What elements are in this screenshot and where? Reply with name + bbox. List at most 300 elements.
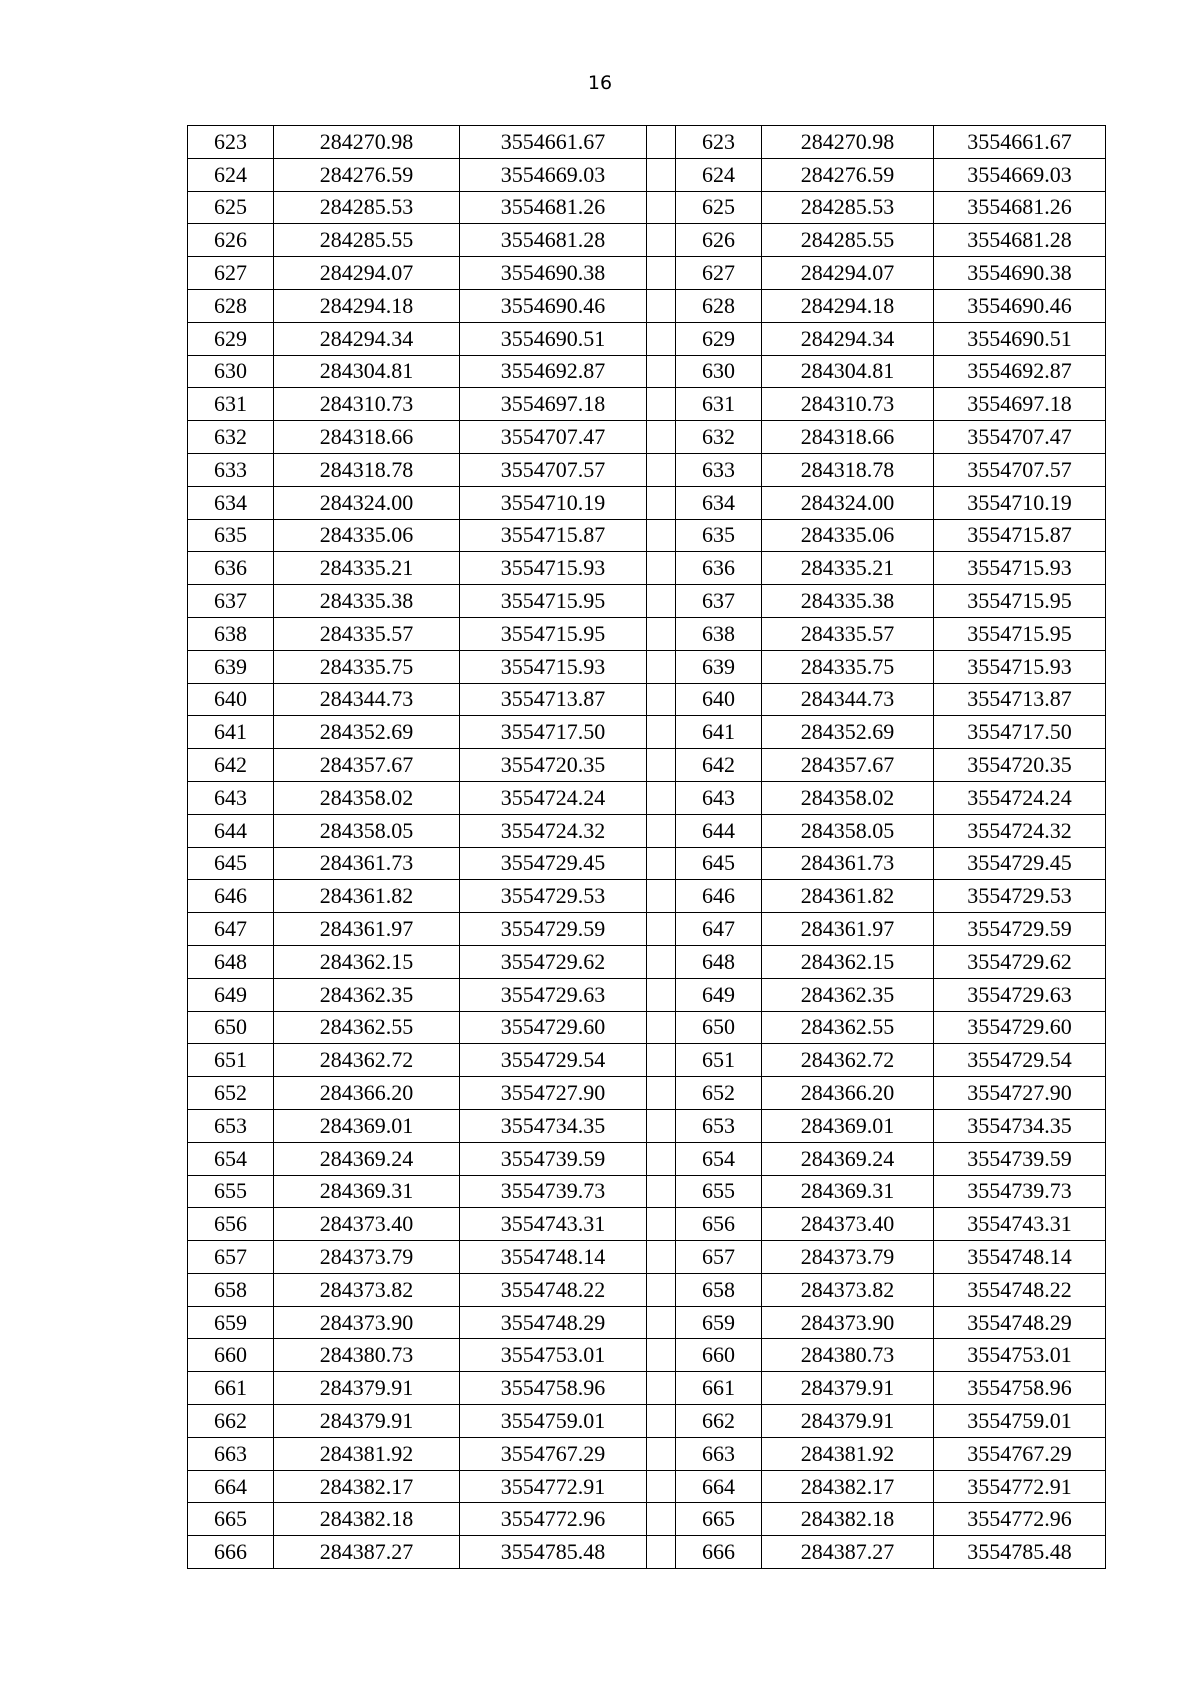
right-point-id-cell: 630 bbox=[676, 355, 762, 388]
separator-cell bbox=[647, 945, 676, 978]
table-row bbox=[188, 224, 1106, 257]
separator-cell bbox=[647, 749, 676, 782]
right-y-coordinate-cell: 3554724.24 bbox=[934, 781, 1106, 814]
left-y-coordinate-cell: 3554715.95 bbox=[460, 585, 647, 618]
right-y-coordinate-cell: 3554713.87 bbox=[934, 683, 1106, 716]
table-row bbox=[188, 814, 1106, 847]
right-point-id-cell: 629 bbox=[676, 322, 762, 355]
left-x-coordinate-cell: 284379.91 bbox=[274, 1372, 460, 1405]
separator-cell bbox=[647, 355, 676, 388]
left-x-coordinate-cell: 284369.24 bbox=[274, 1142, 460, 1175]
right-x-coordinate-cell: 284318.78 bbox=[762, 453, 934, 486]
separator-cell bbox=[647, 617, 676, 650]
left-x-coordinate-cell: 284335.06 bbox=[274, 519, 460, 552]
left-y-coordinate-cell: 3554707.57 bbox=[460, 453, 647, 486]
right-y-coordinate-cell: 3554729.59 bbox=[934, 913, 1106, 946]
right-point-id-cell: 644 bbox=[676, 814, 762, 847]
left-y-coordinate-cell: 3554748.29 bbox=[460, 1306, 647, 1339]
left-y-coordinate-cell: 3554767.29 bbox=[460, 1437, 647, 1470]
right-x-coordinate-cell: 284358.05 bbox=[762, 814, 934, 847]
left-point-id-cell: 656 bbox=[188, 1208, 274, 1241]
separator-cell bbox=[647, 1470, 676, 1503]
left-point-id-cell: 663 bbox=[188, 1437, 274, 1470]
left-point-id-cell: 653 bbox=[188, 1109, 274, 1142]
right-x-coordinate-cell: 284294.18 bbox=[762, 289, 934, 322]
right-y-coordinate-cell: 3554690.46 bbox=[934, 289, 1106, 322]
table-row bbox=[188, 978, 1106, 1011]
left-point-id-cell: 661 bbox=[188, 1372, 274, 1405]
coordinates-table bbox=[187, 125, 1106, 1569]
right-y-coordinate-cell: 3554739.73 bbox=[934, 1175, 1106, 1208]
separator-cell bbox=[647, 1536, 676, 1569]
right-point-id-cell: 633 bbox=[676, 453, 762, 486]
left-y-coordinate-cell: 3554713.87 bbox=[460, 683, 647, 716]
right-x-coordinate-cell: 284387.27 bbox=[762, 1536, 934, 1569]
right-point-id-cell: 649 bbox=[676, 978, 762, 1011]
right-x-coordinate-cell: 284294.34 bbox=[762, 322, 934, 355]
separator-cell bbox=[647, 322, 676, 355]
table-row bbox=[188, 158, 1106, 191]
separator-cell bbox=[647, 453, 676, 486]
right-y-coordinate-cell: 3554729.45 bbox=[934, 847, 1106, 880]
right-point-id-cell: 636 bbox=[676, 552, 762, 585]
left-x-coordinate-cell: 284373.40 bbox=[274, 1208, 460, 1241]
separator-cell bbox=[647, 289, 676, 322]
right-x-coordinate-cell: 284369.01 bbox=[762, 1109, 934, 1142]
left-x-coordinate-cell: 284310.73 bbox=[274, 388, 460, 421]
right-y-coordinate-cell: 3554734.35 bbox=[934, 1109, 1106, 1142]
right-y-coordinate-cell: 3554715.95 bbox=[934, 617, 1106, 650]
left-point-id-cell: 637 bbox=[188, 585, 274, 618]
right-x-coordinate-cell: 284324.00 bbox=[762, 486, 934, 519]
right-y-coordinate-cell: 3554717.50 bbox=[934, 716, 1106, 749]
table-row bbox=[188, 453, 1106, 486]
separator-cell bbox=[647, 1077, 676, 1110]
right-x-coordinate-cell: 284362.72 bbox=[762, 1044, 934, 1077]
right-x-coordinate-cell: 284344.73 bbox=[762, 683, 934, 716]
right-point-id-cell: 637 bbox=[676, 585, 762, 618]
right-x-coordinate-cell: 284304.81 bbox=[762, 355, 934, 388]
left-y-coordinate-cell: 3554748.22 bbox=[460, 1273, 647, 1306]
left-x-coordinate-cell: 284362.55 bbox=[274, 1011, 460, 1044]
separator-cell bbox=[647, 978, 676, 1011]
table-row bbox=[188, 1470, 1106, 1503]
separator-cell bbox=[647, 257, 676, 290]
separator-cell bbox=[647, 847, 676, 880]
left-x-coordinate-cell: 284362.15 bbox=[274, 945, 460, 978]
right-y-coordinate-cell: 3554729.60 bbox=[934, 1011, 1106, 1044]
right-point-id-cell: 647 bbox=[676, 913, 762, 946]
separator-cell bbox=[647, 191, 676, 224]
right-point-id-cell: 642 bbox=[676, 749, 762, 782]
left-y-coordinate-cell: 3554715.87 bbox=[460, 519, 647, 552]
right-x-coordinate-cell: 284270.98 bbox=[762, 126, 934, 159]
left-point-id-cell: 644 bbox=[188, 814, 274, 847]
left-x-coordinate-cell: 284294.34 bbox=[274, 322, 460, 355]
separator-cell bbox=[647, 1437, 676, 1470]
separator-cell bbox=[647, 1273, 676, 1306]
left-x-coordinate-cell: 284285.55 bbox=[274, 224, 460, 257]
separator-cell bbox=[647, 552, 676, 585]
right-point-id-cell: 632 bbox=[676, 421, 762, 454]
left-point-id-cell: 631 bbox=[188, 388, 274, 421]
left-y-coordinate-cell: 3554715.93 bbox=[460, 552, 647, 585]
right-y-coordinate-cell: 3554785.48 bbox=[934, 1536, 1106, 1569]
separator-cell bbox=[647, 814, 676, 847]
right-y-coordinate-cell: 3554690.51 bbox=[934, 322, 1106, 355]
right-y-coordinate-cell: 3554729.62 bbox=[934, 945, 1106, 978]
right-y-coordinate-cell: 3554729.63 bbox=[934, 978, 1106, 1011]
separator-cell bbox=[647, 716, 676, 749]
left-point-id-cell: 623 bbox=[188, 126, 274, 159]
right-y-coordinate-cell: 3554681.28 bbox=[934, 224, 1106, 257]
left-point-id-cell: 662 bbox=[188, 1405, 274, 1438]
separator-cell bbox=[647, 388, 676, 421]
table-row bbox=[188, 650, 1106, 683]
right-point-id-cell: 657 bbox=[676, 1241, 762, 1274]
left-point-id-cell: 632 bbox=[188, 421, 274, 454]
left-y-coordinate-cell: 3554669.03 bbox=[460, 158, 647, 191]
table-row bbox=[188, 1142, 1106, 1175]
right-x-coordinate-cell: 284362.15 bbox=[762, 945, 934, 978]
left-point-id-cell: 654 bbox=[188, 1142, 274, 1175]
table-row bbox=[188, 257, 1106, 290]
separator-cell bbox=[647, 1241, 676, 1274]
left-y-coordinate-cell: 3554715.95 bbox=[460, 617, 647, 650]
separator-cell bbox=[647, 683, 676, 716]
right-y-coordinate-cell: 3554715.93 bbox=[934, 552, 1106, 585]
left-point-id-cell: 666 bbox=[188, 1536, 274, 1569]
table-row bbox=[188, 1241, 1106, 1274]
right-x-coordinate-cell: 284335.38 bbox=[762, 585, 934, 618]
right-point-id-cell: 660 bbox=[676, 1339, 762, 1372]
right-point-id-cell: 656 bbox=[676, 1208, 762, 1241]
right-y-coordinate-cell: 3554669.03 bbox=[934, 158, 1106, 191]
table-row bbox=[188, 421, 1106, 454]
table-row bbox=[188, 1536, 1106, 1569]
right-x-coordinate-cell: 284382.18 bbox=[762, 1503, 934, 1536]
left-point-id-cell: 650 bbox=[188, 1011, 274, 1044]
coordinates-table-body bbox=[188, 126, 1106, 1569]
right-x-coordinate-cell: 284373.40 bbox=[762, 1208, 934, 1241]
left-point-id-cell: 629 bbox=[188, 322, 274, 355]
right-y-coordinate-cell: 3554748.29 bbox=[934, 1306, 1106, 1339]
right-point-id-cell: 626 bbox=[676, 224, 762, 257]
right-x-coordinate-cell: 284318.66 bbox=[762, 421, 934, 454]
table-row bbox=[188, 1503, 1106, 1536]
separator-cell bbox=[647, 158, 676, 191]
right-x-coordinate-cell: 284362.35 bbox=[762, 978, 934, 1011]
left-point-id-cell: 635 bbox=[188, 519, 274, 552]
right-x-coordinate-cell: 284381.92 bbox=[762, 1437, 934, 1470]
left-x-coordinate-cell: 284358.02 bbox=[274, 781, 460, 814]
left-point-id-cell: 641 bbox=[188, 716, 274, 749]
right-point-id-cell: 631 bbox=[676, 388, 762, 421]
right-x-coordinate-cell: 284276.59 bbox=[762, 158, 934, 191]
left-point-id-cell: 638 bbox=[188, 617, 274, 650]
page-number: 16 bbox=[587, 72, 613, 94]
separator-cell bbox=[647, 650, 676, 683]
left-x-coordinate-cell: 284369.01 bbox=[274, 1109, 460, 1142]
separator-cell bbox=[647, 585, 676, 618]
separator-cell bbox=[647, 1142, 676, 1175]
left-y-coordinate-cell: 3554748.14 bbox=[460, 1241, 647, 1274]
left-x-coordinate-cell: 284357.67 bbox=[274, 749, 460, 782]
right-y-coordinate-cell: 3554692.87 bbox=[934, 355, 1106, 388]
left-point-id-cell: 639 bbox=[188, 650, 274, 683]
left-y-coordinate-cell: 3554707.47 bbox=[460, 421, 647, 454]
right-x-coordinate-cell: 284382.17 bbox=[762, 1470, 934, 1503]
right-x-coordinate-cell: 284369.31 bbox=[762, 1175, 934, 1208]
left-point-id-cell: 648 bbox=[188, 945, 274, 978]
table-row bbox=[188, 781, 1106, 814]
separator-cell bbox=[647, 519, 676, 552]
separator-cell bbox=[647, 1405, 676, 1438]
right-x-coordinate-cell: 284352.69 bbox=[762, 716, 934, 749]
left-y-coordinate-cell: 3554690.38 bbox=[460, 257, 647, 290]
right-x-coordinate-cell: 284373.82 bbox=[762, 1273, 934, 1306]
right-y-coordinate-cell: 3554743.31 bbox=[934, 1208, 1106, 1241]
left-y-coordinate-cell: 3554692.87 bbox=[460, 355, 647, 388]
left-point-id-cell: 658 bbox=[188, 1273, 274, 1306]
left-y-coordinate-cell: 3554724.24 bbox=[460, 781, 647, 814]
right-point-id-cell: 653 bbox=[676, 1109, 762, 1142]
table-row bbox=[188, 1109, 1106, 1142]
left-x-coordinate-cell: 284335.21 bbox=[274, 552, 460, 585]
table-row bbox=[188, 1306, 1106, 1339]
left-y-coordinate-cell: 3554753.01 bbox=[460, 1339, 647, 1372]
table-row bbox=[188, 1339, 1106, 1372]
left-point-id-cell: 633 bbox=[188, 453, 274, 486]
separator-cell bbox=[647, 1306, 676, 1339]
left-y-coordinate-cell: 3554729.54 bbox=[460, 1044, 647, 1077]
table-row bbox=[188, 388, 1106, 421]
left-point-id-cell: 627 bbox=[188, 257, 274, 290]
right-y-coordinate-cell: 3554767.29 bbox=[934, 1437, 1106, 1470]
left-x-coordinate-cell: 284324.00 bbox=[274, 486, 460, 519]
left-y-coordinate-cell: 3554734.35 bbox=[460, 1109, 647, 1142]
right-x-coordinate-cell: 284379.91 bbox=[762, 1405, 934, 1438]
left-point-id-cell: 660 bbox=[188, 1339, 274, 1372]
right-y-coordinate-cell: 3554715.87 bbox=[934, 519, 1106, 552]
left-x-coordinate-cell: 284294.18 bbox=[274, 289, 460, 322]
right-point-id-cell: 641 bbox=[676, 716, 762, 749]
right-y-coordinate-cell: 3554715.93 bbox=[934, 650, 1106, 683]
left-y-coordinate-cell: 3554729.45 bbox=[460, 847, 647, 880]
left-x-coordinate-cell: 284387.27 bbox=[274, 1536, 460, 1569]
separator-cell bbox=[647, 1175, 676, 1208]
right-point-id-cell: 627 bbox=[676, 257, 762, 290]
separator-cell bbox=[647, 1372, 676, 1405]
left-y-coordinate-cell: 3554717.50 bbox=[460, 716, 647, 749]
right-x-coordinate-cell: 284357.67 bbox=[762, 749, 934, 782]
left-x-coordinate-cell: 284369.31 bbox=[274, 1175, 460, 1208]
right-x-coordinate-cell: 284379.91 bbox=[762, 1372, 934, 1405]
left-x-coordinate-cell: 284373.82 bbox=[274, 1273, 460, 1306]
right-x-coordinate-cell: 284310.73 bbox=[762, 388, 934, 421]
separator-cell bbox=[647, 224, 676, 257]
right-y-coordinate-cell: 3554720.35 bbox=[934, 749, 1106, 782]
left-x-coordinate-cell: 284361.97 bbox=[274, 913, 460, 946]
right-x-coordinate-cell: 284335.57 bbox=[762, 617, 934, 650]
right-x-coordinate-cell: 284373.90 bbox=[762, 1306, 934, 1339]
left-y-coordinate-cell: 3554772.96 bbox=[460, 1503, 647, 1536]
left-y-coordinate-cell: 3554724.32 bbox=[460, 814, 647, 847]
right-point-id-cell: 643 bbox=[676, 781, 762, 814]
right-x-coordinate-cell: 284335.06 bbox=[762, 519, 934, 552]
left-y-coordinate-cell: 3554681.26 bbox=[460, 191, 647, 224]
left-point-id-cell: 640 bbox=[188, 683, 274, 716]
right-y-coordinate-cell: 3554690.38 bbox=[934, 257, 1106, 290]
left-point-id-cell: 659 bbox=[188, 1306, 274, 1339]
left-x-coordinate-cell: 284276.59 bbox=[274, 158, 460, 191]
left-point-id-cell: 624 bbox=[188, 158, 274, 191]
left-y-coordinate-cell: 3554759.01 bbox=[460, 1405, 647, 1438]
right-y-coordinate-cell: 3554681.26 bbox=[934, 191, 1106, 224]
left-y-coordinate-cell: 3554743.31 bbox=[460, 1208, 647, 1241]
right-point-id-cell: 664 bbox=[676, 1470, 762, 1503]
right-y-coordinate-cell: 3554758.96 bbox=[934, 1372, 1106, 1405]
left-point-id-cell: 645 bbox=[188, 847, 274, 880]
right-point-id-cell: 652 bbox=[676, 1077, 762, 1110]
table-row bbox=[188, 486, 1106, 519]
table-row bbox=[188, 585, 1106, 618]
right-point-id-cell: 651 bbox=[676, 1044, 762, 1077]
left-y-coordinate-cell: 3554690.51 bbox=[460, 322, 647, 355]
left-x-coordinate-cell: 284366.20 bbox=[274, 1077, 460, 1110]
right-y-coordinate-cell: 3554739.59 bbox=[934, 1142, 1106, 1175]
left-x-coordinate-cell: 284373.90 bbox=[274, 1306, 460, 1339]
right-x-coordinate-cell: 284369.24 bbox=[762, 1142, 934, 1175]
right-point-id-cell: 666 bbox=[676, 1536, 762, 1569]
separator-cell bbox=[647, 1109, 676, 1142]
right-y-coordinate-cell: 3554753.01 bbox=[934, 1339, 1106, 1372]
right-point-id-cell: 658 bbox=[676, 1273, 762, 1306]
right-x-coordinate-cell: 284358.02 bbox=[762, 781, 934, 814]
left-x-coordinate-cell: 284335.57 bbox=[274, 617, 460, 650]
left-x-coordinate-cell: 284380.73 bbox=[274, 1339, 460, 1372]
left-x-coordinate-cell: 284361.73 bbox=[274, 847, 460, 880]
left-x-coordinate-cell: 284352.69 bbox=[274, 716, 460, 749]
right-point-id-cell: 635 bbox=[676, 519, 762, 552]
right-y-coordinate-cell: 3554724.32 bbox=[934, 814, 1106, 847]
right-point-id-cell: 654 bbox=[676, 1142, 762, 1175]
right-x-coordinate-cell: 284335.21 bbox=[762, 552, 934, 585]
left-point-id-cell: 630 bbox=[188, 355, 274, 388]
right-point-id-cell: 665 bbox=[676, 1503, 762, 1536]
left-point-id-cell: 628 bbox=[188, 289, 274, 322]
right-point-id-cell: 645 bbox=[676, 847, 762, 880]
left-y-coordinate-cell: 3554729.53 bbox=[460, 880, 647, 913]
left-x-coordinate-cell: 284362.72 bbox=[274, 1044, 460, 1077]
right-y-coordinate-cell: 3554661.67 bbox=[934, 126, 1106, 159]
left-x-coordinate-cell: 284318.78 bbox=[274, 453, 460, 486]
left-x-coordinate-cell: 284382.18 bbox=[274, 1503, 460, 1536]
right-point-id-cell: 655 bbox=[676, 1175, 762, 1208]
left-point-id-cell: 646 bbox=[188, 880, 274, 913]
left-x-coordinate-cell: 284379.91 bbox=[274, 1405, 460, 1438]
right-x-coordinate-cell: 284294.07 bbox=[762, 257, 934, 290]
left-x-coordinate-cell: 284335.38 bbox=[274, 585, 460, 618]
table-row bbox=[188, 1372, 1106, 1405]
table-row bbox=[188, 355, 1106, 388]
right-x-coordinate-cell: 284335.75 bbox=[762, 650, 934, 683]
left-y-coordinate-cell: 3554729.60 bbox=[460, 1011, 647, 1044]
table-row bbox=[188, 519, 1106, 552]
left-y-coordinate-cell: 3554739.73 bbox=[460, 1175, 647, 1208]
table-row bbox=[188, 847, 1106, 880]
table-row bbox=[188, 1208, 1106, 1241]
separator-cell bbox=[647, 486, 676, 519]
table-row bbox=[188, 1437, 1106, 1470]
left-y-coordinate-cell: 3554727.90 bbox=[460, 1077, 647, 1110]
right-point-id-cell: 624 bbox=[676, 158, 762, 191]
left-point-id-cell: 626 bbox=[188, 224, 274, 257]
table-row bbox=[188, 322, 1106, 355]
left-x-coordinate-cell: 284382.17 bbox=[274, 1470, 460, 1503]
left-x-coordinate-cell: 284358.05 bbox=[274, 814, 460, 847]
left-point-id-cell: 642 bbox=[188, 749, 274, 782]
table-row bbox=[188, 749, 1106, 782]
right-point-id-cell: 634 bbox=[676, 486, 762, 519]
left-point-id-cell: 643 bbox=[188, 781, 274, 814]
table-row bbox=[188, 1077, 1106, 1110]
left-x-coordinate-cell: 284361.82 bbox=[274, 880, 460, 913]
separator-cell bbox=[647, 126, 676, 159]
table-row bbox=[188, 1175, 1106, 1208]
right-point-id-cell: 640 bbox=[676, 683, 762, 716]
right-x-coordinate-cell: 284373.79 bbox=[762, 1241, 934, 1274]
table-row bbox=[188, 913, 1106, 946]
table-row bbox=[188, 945, 1106, 978]
left-point-id-cell: 665 bbox=[188, 1503, 274, 1536]
left-x-coordinate-cell: 284294.07 bbox=[274, 257, 460, 290]
right-y-coordinate-cell: 3554707.47 bbox=[934, 421, 1106, 454]
left-x-coordinate-cell: 284270.98 bbox=[274, 126, 460, 159]
left-y-coordinate-cell: 3554729.59 bbox=[460, 913, 647, 946]
right-y-coordinate-cell: 3554707.57 bbox=[934, 453, 1106, 486]
right-x-coordinate-cell: 284380.73 bbox=[762, 1339, 934, 1372]
table-row bbox=[188, 1011, 1106, 1044]
left-y-coordinate-cell: 3554661.67 bbox=[460, 126, 647, 159]
right-y-coordinate-cell: 3554710.19 bbox=[934, 486, 1106, 519]
right-x-coordinate-cell: 284361.73 bbox=[762, 847, 934, 880]
table-row bbox=[188, 1044, 1106, 1077]
left-x-coordinate-cell: 284304.81 bbox=[274, 355, 460, 388]
right-x-coordinate-cell: 284285.55 bbox=[762, 224, 934, 257]
left-x-coordinate-cell: 284381.92 bbox=[274, 1437, 460, 1470]
right-point-id-cell: 661 bbox=[676, 1372, 762, 1405]
separator-cell bbox=[647, 913, 676, 946]
left-point-id-cell: 625 bbox=[188, 191, 274, 224]
right-y-coordinate-cell: 3554748.22 bbox=[934, 1273, 1106, 1306]
left-x-coordinate-cell: 284318.66 bbox=[274, 421, 460, 454]
right-point-id-cell: 628 bbox=[676, 289, 762, 322]
table-row bbox=[188, 289, 1106, 322]
right-point-id-cell: 625 bbox=[676, 191, 762, 224]
left-point-id-cell: 664 bbox=[188, 1470, 274, 1503]
left-point-id-cell: 636 bbox=[188, 552, 274, 585]
left-y-coordinate-cell: 3554739.59 bbox=[460, 1142, 647, 1175]
table-row bbox=[188, 126, 1106, 159]
right-y-coordinate-cell: 3554772.96 bbox=[934, 1503, 1106, 1536]
right-point-id-cell: 662 bbox=[676, 1405, 762, 1438]
left-y-coordinate-cell: 3554758.96 bbox=[460, 1372, 647, 1405]
left-x-coordinate-cell: 284285.53 bbox=[274, 191, 460, 224]
table-row bbox=[188, 716, 1106, 749]
separator-cell bbox=[647, 1208, 676, 1241]
right-y-coordinate-cell: 3554759.01 bbox=[934, 1405, 1106, 1438]
